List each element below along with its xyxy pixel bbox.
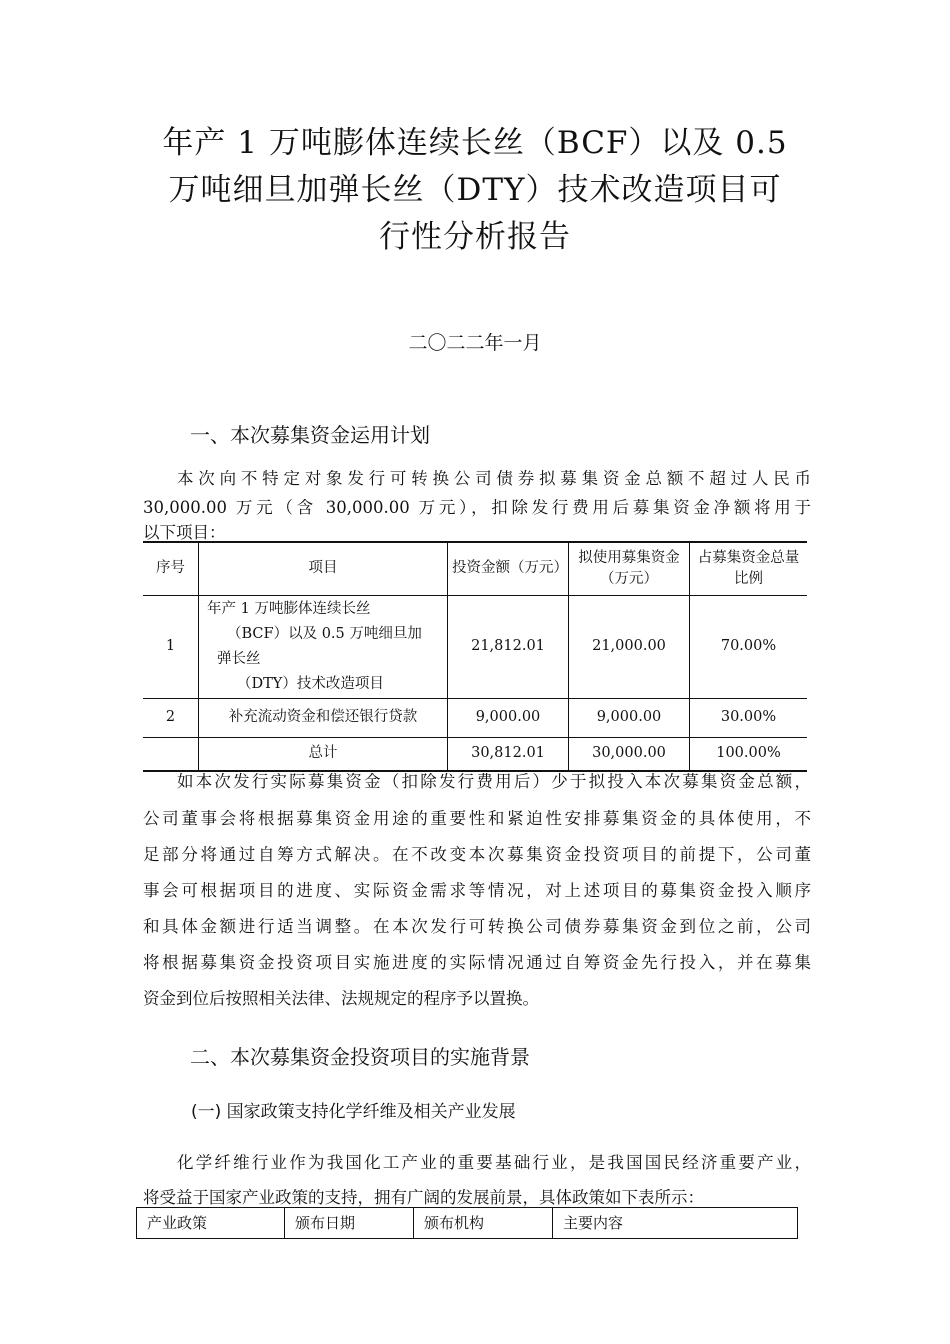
cell-use: 21,000.00 <box>569 595 690 698</box>
fund-use-table <box>143 541 807 772</box>
cell-item <box>199 595 448 698</box>
cell-no: 1 <box>143 595 199 698</box>
section-heading: 一、本次募集资金运用计划 <box>190 423 430 447</box>
subsection-heading: (一) 国家政策支持化学纤维及相关产业发展 <box>191 1102 516 1122</box>
header-cell: 颁布机构 <box>414 1208 553 1239</box>
paragraph-line: 将受益于国家产业政策的支持，拥有广阔的发展前景，具体政策如下表所示： <box>143 1188 704 1207</box>
document-title-line: 万吨细旦加弹长丝（DTY）技术改造项目可 <box>168 172 782 208</box>
paragraph-line: 如本次发行实际募集资金（扣除发行费用后）少于拟投入本次募集资金总额， <box>177 772 811 791</box>
paragraph-line: 30,000.00 万元（含 30,000.00 万元），扣除发行费用后募集资金净额将用于 <box>143 498 811 517</box>
paragraph-line: 和具体金额进行适当调整。在本次发行可转换公司债券募集资金到位之前，公司 <box>143 917 811 936</box>
header-cell: 投资金额（万元） <box>448 542 569 595</box>
cell-item: 补充流动资金和偿还银行贷款 <box>199 698 448 737</box>
paragraph-line: 化学纤维行业作为我国化工产业的重要基础行业，是我国国民经济重要产业， <box>177 1153 811 1172</box>
cell-ratio: 100.00% <box>690 737 808 771</box>
document-date: 二〇二二年一月 <box>408 332 542 354</box>
item-line: 弹长丝 <box>217 650 261 667</box>
cell-no: 2 <box>143 698 199 737</box>
header-cell: 项目 <box>199 542 448 595</box>
table-header-row <box>143 542 807 595</box>
header-cell: 产业政策 <box>137 1208 285 1239</box>
paragraph-line: 将根据募集资金投资项目实施进度的实际情况通过自筹资金先行投入，并在募集 <box>143 953 811 972</box>
paragraph-line: 公司董事会将根据募集资金用途的重要性和紧迫性安排募集资金的具体使用，不 <box>143 809 811 828</box>
table-total-row <box>143 737 807 771</box>
section-heading: 二、本次募集资金投资项目的实施背景 <box>190 1045 530 1069</box>
cell-item: 总计 <box>199 737 448 771</box>
cell-ratio: 30.00% <box>690 698 808 737</box>
cell-invest: 9,000.00 <box>448 698 569 737</box>
paragraph-line: 本次向不特定对象发行可转换公司债券拟募集资金总额不超过人民币 <box>177 469 811 488</box>
header-cell: 序号 <box>143 542 199 595</box>
cell-use: 30,000.00 <box>569 737 690 771</box>
document-title-line: 年产 1 万吨膨体连续长丝（BCF）以及 0.5 <box>162 125 788 161</box>
item-line: （DTY）技术改造项目 <box>237 675 384 692</box>
cell-no <box>143 737 199 771</box>
header-cell: 拟使用募集资金（万元） <box>569 542 690 595</box>
cell-ratio: 70.00% <box>690 595 808 698</box>
cell-invest: 30,812.01 <box>448 737 569 771</box>
header-cell: 主要内容 <box>553 1208 798 1239</box>
table-header-row <box>137 1208 798 1239</box>
paragraph-line: 资金到位后按照相关法律、法规规定的程序予以置换。 <box>143 989 539 1008</box>
table-row <box>143 595 807 698</box>
item-line: （BCF）以及 0.5 万吨细旦加 <box>227 625 422 642</box>
paragraph-line: 事会可根据项目的进度、实际资金需求等情况，对上述项目的募集资金投入顺序 <box>143 881 811 900</box>
table-row <box>143 698 807 737</box>
header-cell: 颁布日期 <box>285 1208 414 1239</box>
policy-table <box>136 1207 798 1239</box>
document-title-line: 行性分析报告 <box>379 219 571 255</box>
paragraph-line: 以下项目： <box>143 523 226 542</box>
header-cell: 占募集资金总量比例 <box>690 542 808 595</box>
paragraph-line: 足部分将通过自筹方式解决。在不改变本次募集资金投资项目的前提下，公司董 <box>143 845 811 864</box>
cell-use: 9,000.00 <box>569 698 690 737</box>
item-line: 年产 1 万吨膨体连续长丝 <box>207 600 371 617</box>
cell-invest: 21,812.01 <box>448 595 569 698</box>
